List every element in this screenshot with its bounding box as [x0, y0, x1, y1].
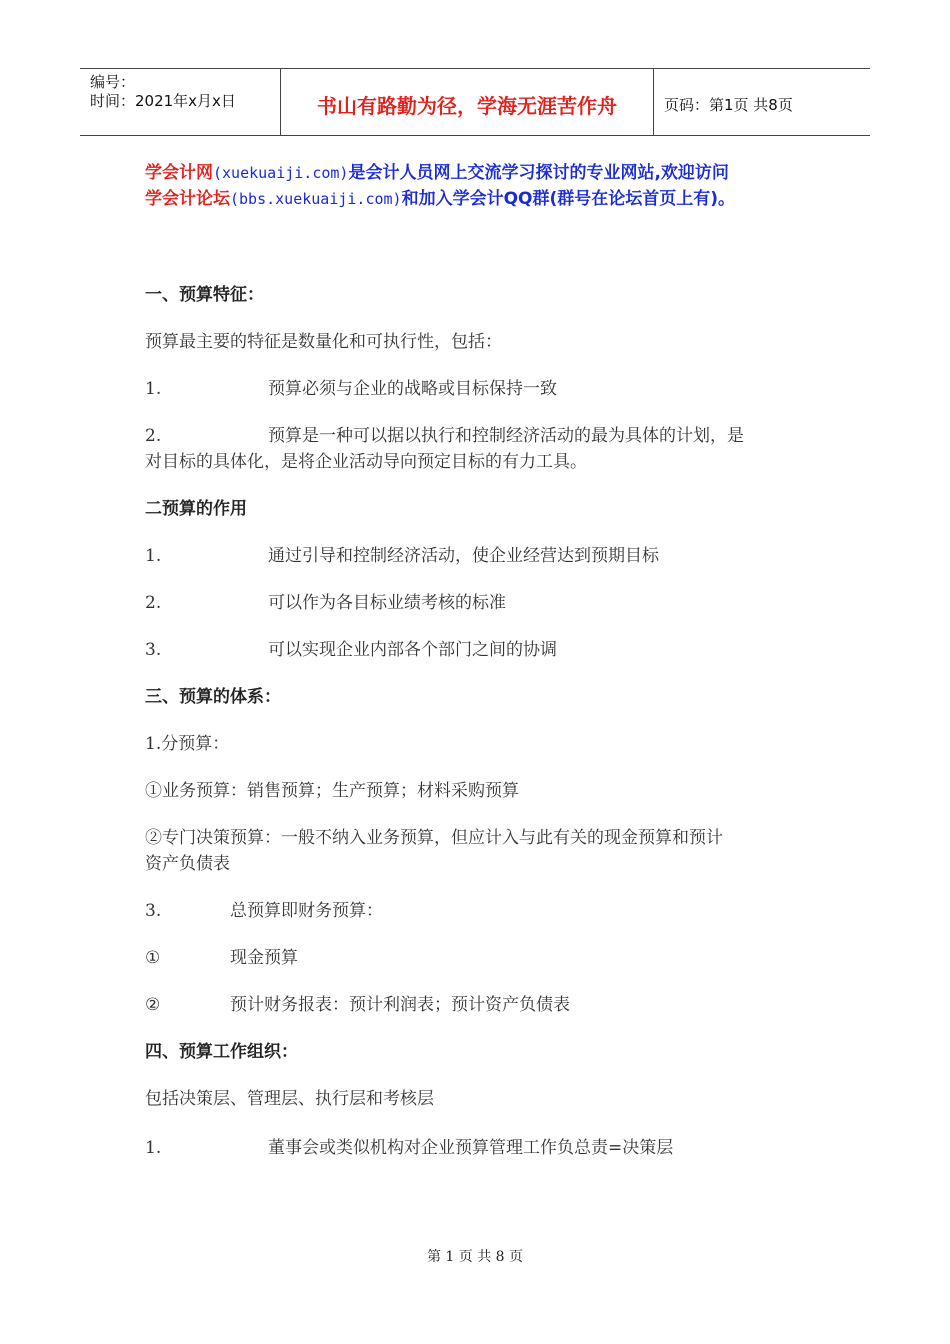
feature-item-1-text: 预算必须与企业的战略或目标保持一致: [268, 379, 557, 399]
date-label: 时间：2021年x月x日: [90, 92, 236, 110]
organization-intro: 包括决策层、管理层、执行层和考核层: [145, 1089, 434, 1109]
site-desc: 是会计人员网上交流学习探讨的专业网站,欢迎访问: [348, 163, 729, 183]
role-item-1-number: 1.: [145, 546, 162, 566]
system-cash-budget-text: 现金预算: [230, 948, 298, 968]
system-sub-budget: 1.分预算：: [145, 734, 230, 754]
system-financial-statements-number: ②: [145, 995, 161, 1015]
organization-item-1-text: 董事会或类似机构对企业预算管理工作负总责=决策层: [268, 1138, 674, 1158]
heading-features: 一、预算特征：: [145, 285, 264, 305]
system-financial-statements-text: 预计财务报表：预计利润表；预计资产负债表: [230, 995, 570, 1015]
site-name-link[interactable]: 学会计网: [145, 163, 213, 183]
role-item-1-text: 通过引导和控制经济活动，使企业经营达到预期目标: [268, 546, 659, 566]
feature-item-2: [145, 423, 744, 449]
promo-line-1: [145, 160, 845, 186]
system-special-budget: ②专门决策预算：一般不纳入业务预算，但应计入与此有关的现金预算和预计: [145, 828, 723, 848]
role-item-2-text: 可以作为各目标业绩考核的标准: [268, 593, 506, 613]
system-total-budget-number: 3.: [145, 901, 162, 921]
role-item-3: [145, 637, 557, 663]
system-business-budget: ①业务预算：销售预算；生产预算；材料采购预算: [145, 781, 519, 801]
number-label: 编号：: [90, 73, 136, 91]
header-meta: [80, 69, 281, 135]
feature-item-2-number: 2.: [145, 426, 162, 446]
feature-item-1: [145, 376, 557, 402]
feature-item-2-text: 预算是一种可以据以执行和控制经济活动的最为具体的计划，是: [268, 426, 744, 446]
system-cash-budget-number: ①: [145, 948, 161, 968]
promo-line-2: [145, 186, 845, 212]
organization-item-1: [145, 1135, 673, 1161]
role-item-2-number: 2.: [145, 593, 162, 613]
forum-url-link[interactable]: (bbs.xuekuaiji.com): [230, 190, 402, 208]
heading-roles: 二预算的作用: [145, 499, 247, 519]
header-page-label: 页码：第1页 共8页: [664, 95, 793, 114]
role-item-2: [145, 590, 506, 616]
features-intro: 预算最主要的特征是数量化和可执行性，包括：: [145, 332, 502, 352]
system-financial-statements: [145, 992, 570, 1018]
site-url-link[interactable]: (xuekuaiji.com): [213, 164, 349, 182]
organization-item-1-number: 1.: [145, 1138, 162, 1158]
promo-block: [145, 160, 845, 212]
role-item-3-text: 可以实现企业内部各个部门之间的协调: [268, 640, 557, 660]
system-total-budget: [145, 898, 383, 924]
system-total-budget-text: 总预算即财务预算：: [230, 901, 383, 921]
forum-desc: 和加入学会计QQ群(群号在论坛首页上有)。: [401, 189, 736, 209]
role-item-1: [145, 543, 659, 569]
system-cash-budget: [145, 945, 298, 971]
role-item-3-number: 3.: [145, 640, 162, 660]
forum-name-link[interactable]: 学会计论坛: [145, 189, 230, 209]
system-special-budget-continued: 资产负债表: [145, 854, 230, 874]
header-table: [80, 68, 870, 136]
feature-item-2-continued: 对目标的具体化，是将企业活动导向预定目标的有力工具。: [145, 452, 587, 472]
header-motto: 书山有路勤为径，学海无涯苦作舟: [281, 69, 654, 135]
heading-organization: 四、预算工作组织：: [145, 1042, 298, 1062]
feature-item-1-number: 1.: [145, 379, 162, 399]
heading-system: 三、预算的体系：: [145, 687, 281, 707]
page-footer: 第 1 页 共 8 页: [426, 1249, 524, 1265]
